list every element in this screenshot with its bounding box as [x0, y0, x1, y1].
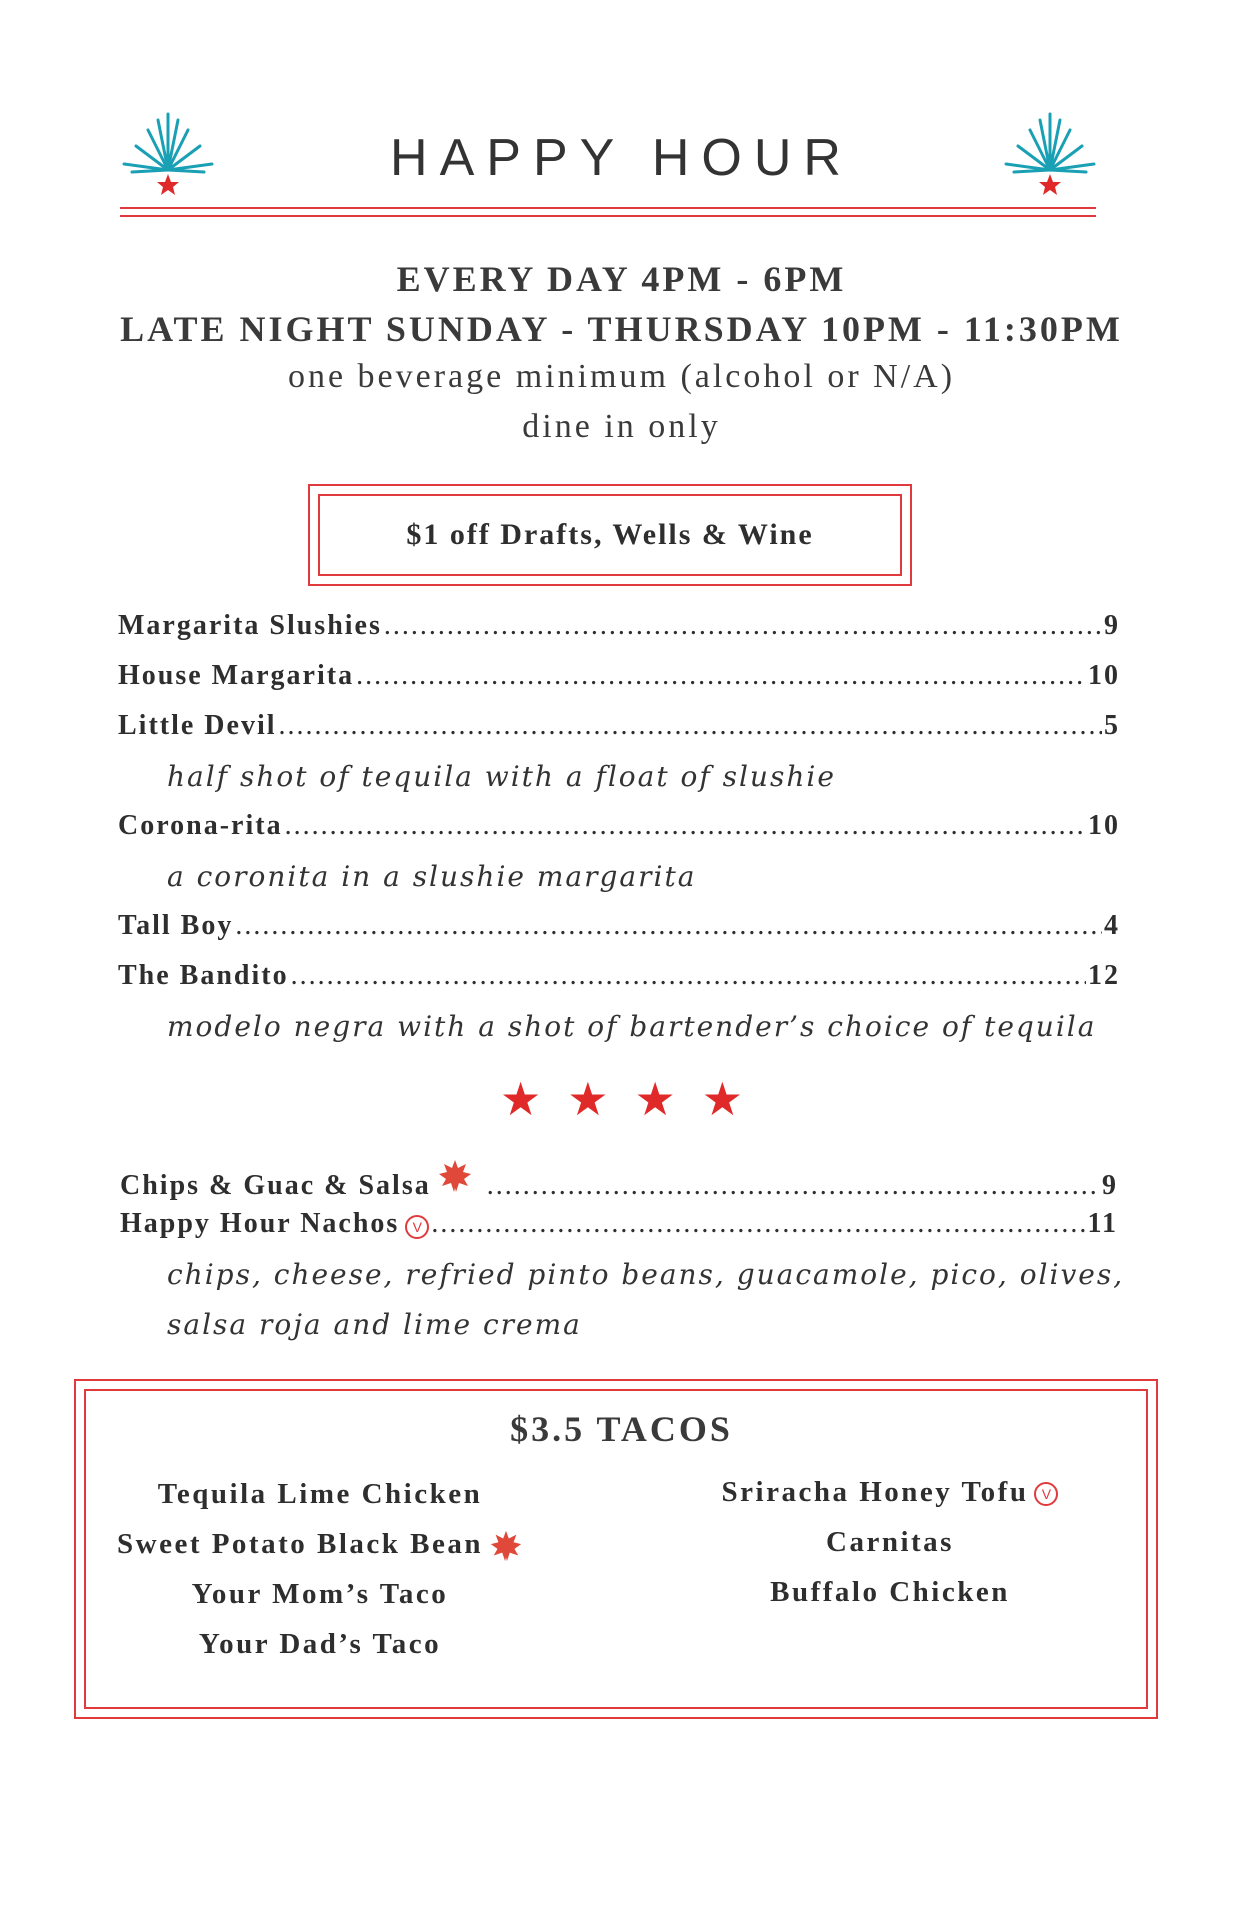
leader-dots	[235, 910, 1102, 942]
item-price: 9	[1104, 610, 1120, 641]
tacos-left-column	[100, 1478, 540, 1678]
item-price: 11	[1087, 1208, 1118, 1239]
list-item-tall-boy	[118, 910, 1120, 952]
item-name: Happy Hour Nachos	[120, 1208, 400, 1239]
item-price: 10	[1088, 660, 1120, 691]
star-icon: ★	[500, 1074, 542, 1125]
taco-item-sriracha-tofu	[680, 1476, 1100, 1526]
taco-name: Sriracha Honey Tofu	[721, 1476, 1029, 1508]
schedule-late-night: LATE NIGHT SUNDAY - THURSDAY 10PM - 11:30PM	[120, 309, 1123, 349]
item-name: Corona-rita	[118, 810, 283, 841]
item-price: 10	[1088, 810, 1120, 841]
list-item-little-devil	[118, 710, 1120, 752]
item-name: Margarita Slushies	[118, 610, 382, 641]
vegetarian-icon: V	[405, 1215, 429, 1239]
vegetarian-icon: V	[1034, 1482, 1058, 1506]
beverage-minimum-note: one beverage minimum (alcohol or N/A)	[287, 358, 956, 395]
star-divider	[0, 1072, 1243, 1126]
leader-dots	[285, 810, 1086, 842]
tacos-right-column	[680, 1476, 1100, 1626]
taco-item: Your Mom’s Taco	[191, 1578, 449, 1610]
leaf-icon	[489, 1529, 523, 1563]
list-item-margarita-slushies	[118, 610, 1120, 652]
taco-item: Buffalo Chicken	[770, 1576, 1010, 1608]
header-rule-top	[120, 207, 1096, 209]
taco-item: Your Dad’s Taco	[198, 1628, 442, 1660]
leaf-icon	[437, 1158, 473, 1194]
offer-box	[308, 484, 912, 586]
item-price: 12	[1088, 960, 1120, 991]
taco-name: Sweet Potato Black Bean	[117, 1528, 483, 1560]
item-description: half shot of tequila with a float of slushie	[167, 760, 836, 793]
item-price: 9	[1102, 1170, 1118, 1201]
list-item-happy-hour-nachos	[120, 1208, 1118, 1250]
list-item-house-margarita	[118, 660, 1120, 702]
leader-dots	[384, 610, 1102, 642]
list-item-chips-guac-salsa	[120, 1158, 1118, 1200]
item-description: chips, cheese, refried pinto beans, guacamole, pico, olives,	[167, 1258, 1125, 1291]
list-item-the-bandito	[118, 960, 1120, 1002]
item-name: Little Devil	[118, 710, 277, 741]
item-description: salsa roja and lime crema	[167, 1308, 582, 1341]
leader-dots	[487, 1170, 1100, 1202]
item-price: 4	[1104, 910, 1120, 941]
item-description: modelo negra with a shot of bartender’s choice of tequila	[167, 1010, 1097, 1043]
item-name: The Bandito	[118, 960, 289, 991]
item-name: Chips & Guac & Salsa	[120, 1170, 431, 1201]
tacos-title: $3.5 TACOS	[510, 1409, 733, 1449]
star-icon: ★	[567, 1074, 609, 1125]
leader-dots	[291, 960, 1086, 992]
taco-item: Carnitas	[826, 1526, 954, 1558]
taco-item-sweet-potato	[100, 1528, 540, 1578]
leader-dots	[279, 710, 1102, 742]
leader-dots	[356, 660, 1086, 692]
header-rule-bottom	[120, 215, 1096, 217]
item-name: Tall Boy	[118, 910, 234, 941]
item-name: House Margarita	[118, 660, 355, 691]
page-title: HAPPY HOUR	[390, 129, 853, 187]
item-description: a coronita in a slushie margarita	[167, 860, 697, 893]
schedule-everyday: EVERY DAY 4PM - 6PM	[396, 259, 847, 299]
star-icon: ★	[634, 1074, 676, 1125]
taco-item: Tequila Lime Chicken	[157, 1478, 483, 1510]
offer-text: $1 off Drafts, Wells & Wine	[406, 518, 814, 551]
list-item-corona-rita	[118, 810, 1120, 852]
star-icon: ★	[701, 1074, 743, 1125]
leader-dots	[431, 1208, 1085, 1240]
dine-in-note: dine in only	[522, 408, 721, 445]
item-price: 5	[1104, 710, 1120, 741]
